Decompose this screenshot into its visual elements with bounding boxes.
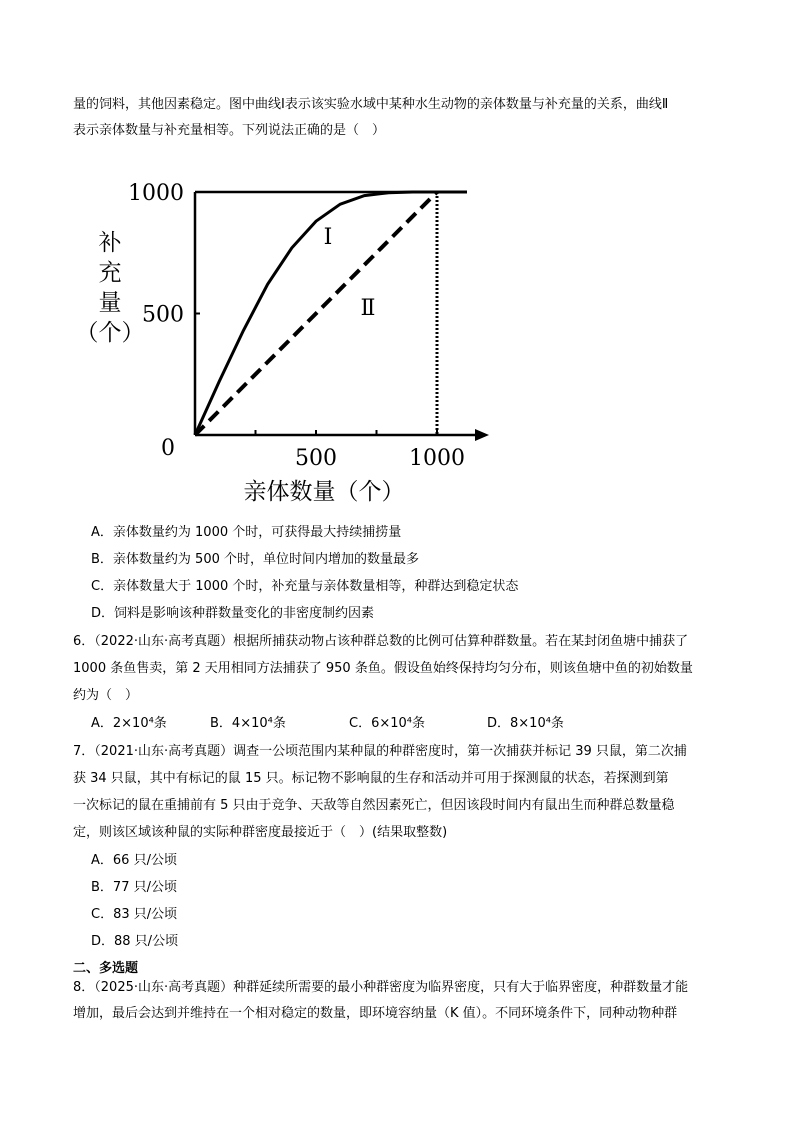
y-axis-label-part-3: （个）	[75, 320, 145, 346]
x-tick-label-500: 500	[295, 446, 337, 471]
q6-option-d[interactable]: D．8×10⁴条	[487, 716, 564, 731]
q7-option-a[interactable]: A．66 只/公顷	[91, 853, 177, 868]
q7-option-c[interactable]: C．83 只/公顷	[91, 907, 178, 922]
q6-line-2: 1000 条鱼售卖，第 2 天用相同方法捕获了 950 条鱼。假设鱼始终保持均匀分布，则该鱼塘中鱼的初始数量	[73, 661, 693, 676]
curve-I-label: Ⅰ	[323, 225, 333, 250]
q5-option-a[interactable]: A．亲体数量约为 1000 个时，可获得最大持续捕捞量	[91, 525, 402, 540]
curve-II-label: Ⅱ	[360, 296, 376, 321]
y-tick-label-500: 500	[142, 302, 184, 328]
q5-option-d[interactable]: D．饲料是影响该种群数量变化的非密度制约因素	[91, 606, 375, 621]
curve-II	[195, 192, 437, 435]
q6-option-c[interactable]: C．6×10⁴条	[349, 716, 425, 731]
stock-recruitment-chart	[60, 170, 490, 510]
y-axis-label-part-0: 补	[98, 230, 122, 256]
section-title-multi-choice: 二、多选题	[73, 961, 139, 976]
q7-line-2: 获 34 只鼠，其中有标记的鼠 15 只。标记物不影响鼠的生存和活动并可用于探测鼠的状态，若探测到第	[73, 771, 669, 786]
q8-line-2: 增加，最后会达到并维持在一个相对稳定的数量，即环境容纳量（K 值）。不同环境条件下，同种动物种群	[73, 1006, 678, 1021]
x-axis-arrow	[475, 429, 489, 441]
y-axis-label-group	[76, 230, 145, 346]
q5-option-b[interactable]: B．亲体数量约为 500 个时，单位时间内增加的数量最多	[91, 552, 419, 567]
x-tick-label-1000: 1000	[409, 446, 465, 471]
chart-marks	[195, 192, 467, 435]
q5-option-c[interactable]: C．亲体数量大于 1000 个时，补充量与亲体数量相等，种群达到稳定状态	[91, 579, 519, 594]
y-axis-label-part-2: 量	[98, 290, 122, 316]
q8-line-1: 8．（2025·山东·高考真题）种群延续所需要的最小种群密度为临界密度，只有大于临界密度，种群数量才能	[73, 980, 689, 995]
y-axis-label-part-1: 充	[98, 260, 122, 286]
q6-line-1: 6．（2022·山东·高考真题）根据所捕获动物占该种群总数的比例可估算种群数量。若在某封闭鱼塘中捕获了	[73, 634, 689, 649]
q6-option-a[interactable]: A．2×10⁴条	[91, 716, 167, 731]
q7-line-4: 定，则该区域该种鼠的实际种群密度最接近于（ ）(结果取整数)	[73, 825, 448, 840]
y-tick-label-1000: 1000	[128, 181, 184, 206]
q7-line-1: 7．（2021·山东·高考真题）调查一公顷范围内某种鼠的种群密度时，第一次捕获并标记 39 只鼠，第二次捕	[73, 744, 687, 759]
q7-line-3: 一次标记的鼠在重捕前有 5 只由于竞争、天敌等自然因素死亡，但因该段时间内有鼠出生而种群总数量稳	[73, 798, 675, 813]
intro-line-1: 量的饲料，其他因素稳定。图中曲线Ⅰ表示该实验水域中某种水生动物的亲体数量与补充量的关系，曲线Ⅱ	[73, 97, 669, 112]
intro-line-2: 表示亲体数量与补充量相等。下列说法正确的是（ ）	[73, 123, 386, 138]
q7-option-d[interactable]: D．88 只/公顷	[91, 934, 179, 949]
q6-line-3: 约为（ ）	[73, 688, 139, 703]
x-axis-label: 亲体数量（个）	[243, 479, 405, 505]
y-tick-label-0: 0	[161, 436, 175, 461]
q7-option-b[interactable]: B．77 只/公顷	[91, 880, 177, 895]
q6-option-b[interactable]: B．4×10⁴条	[210, 716, 286, 731]
